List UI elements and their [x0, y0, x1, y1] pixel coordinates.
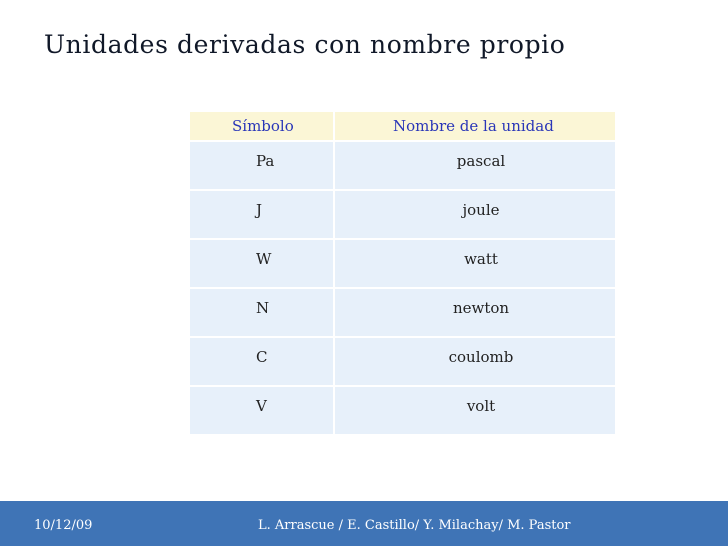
table-row [190, 239, 615, 288]
footer-date: 10/12/09 [34, 518, 93, 533]
table-row [190, 190, 615, 239]
symbol-cell: Pa [256, 152, 275, 170]
unit-name-cell: watt [334, 239, 615, 288]
unit-name-cell: joule [334, 190, 615, 239]
table-row [190, 288, 615, 337]
column-header-symbol: Símbolo [190, 112, 334, 141]
unit-name-cell: volt [334, 386, 615, 435]
slide-title: Unidades derivadas con nombre propio [44, 30, 566, 59]
column-header-unit-name: Nombre de la unidad [334, 112, 615, 141]
table-header-row [190, 112, 615, 141]
table-row [190, 337, 615, 386]
unit-name-cell: newton [334, 288, 615, 337]
footer-authors: L. Arrascue / E. Castillo/ Y. Milachay/ M. Pastor [258, 518, 571, 533]
symbol-cell: J [256, 201, 263, 219]
symbol-cell: W [256, 250, 272, 268]
unit-name-cell: coulomb [334, 337, 615, 386]
unit-name-cell: pascal [334, 141, 615, 190]
symbol-cell: C [256, 348, 268, 366]
symbol-cell: V [256, 397, 267, 415]
footer-bar [0, 501, 728, 546]
table-row [190, 141, 615, 190]
symbol-cell: N [256, 299, 270, 317]
table-row [190, 386, 615, 435]
units-table [190, 112, 615, 436]
